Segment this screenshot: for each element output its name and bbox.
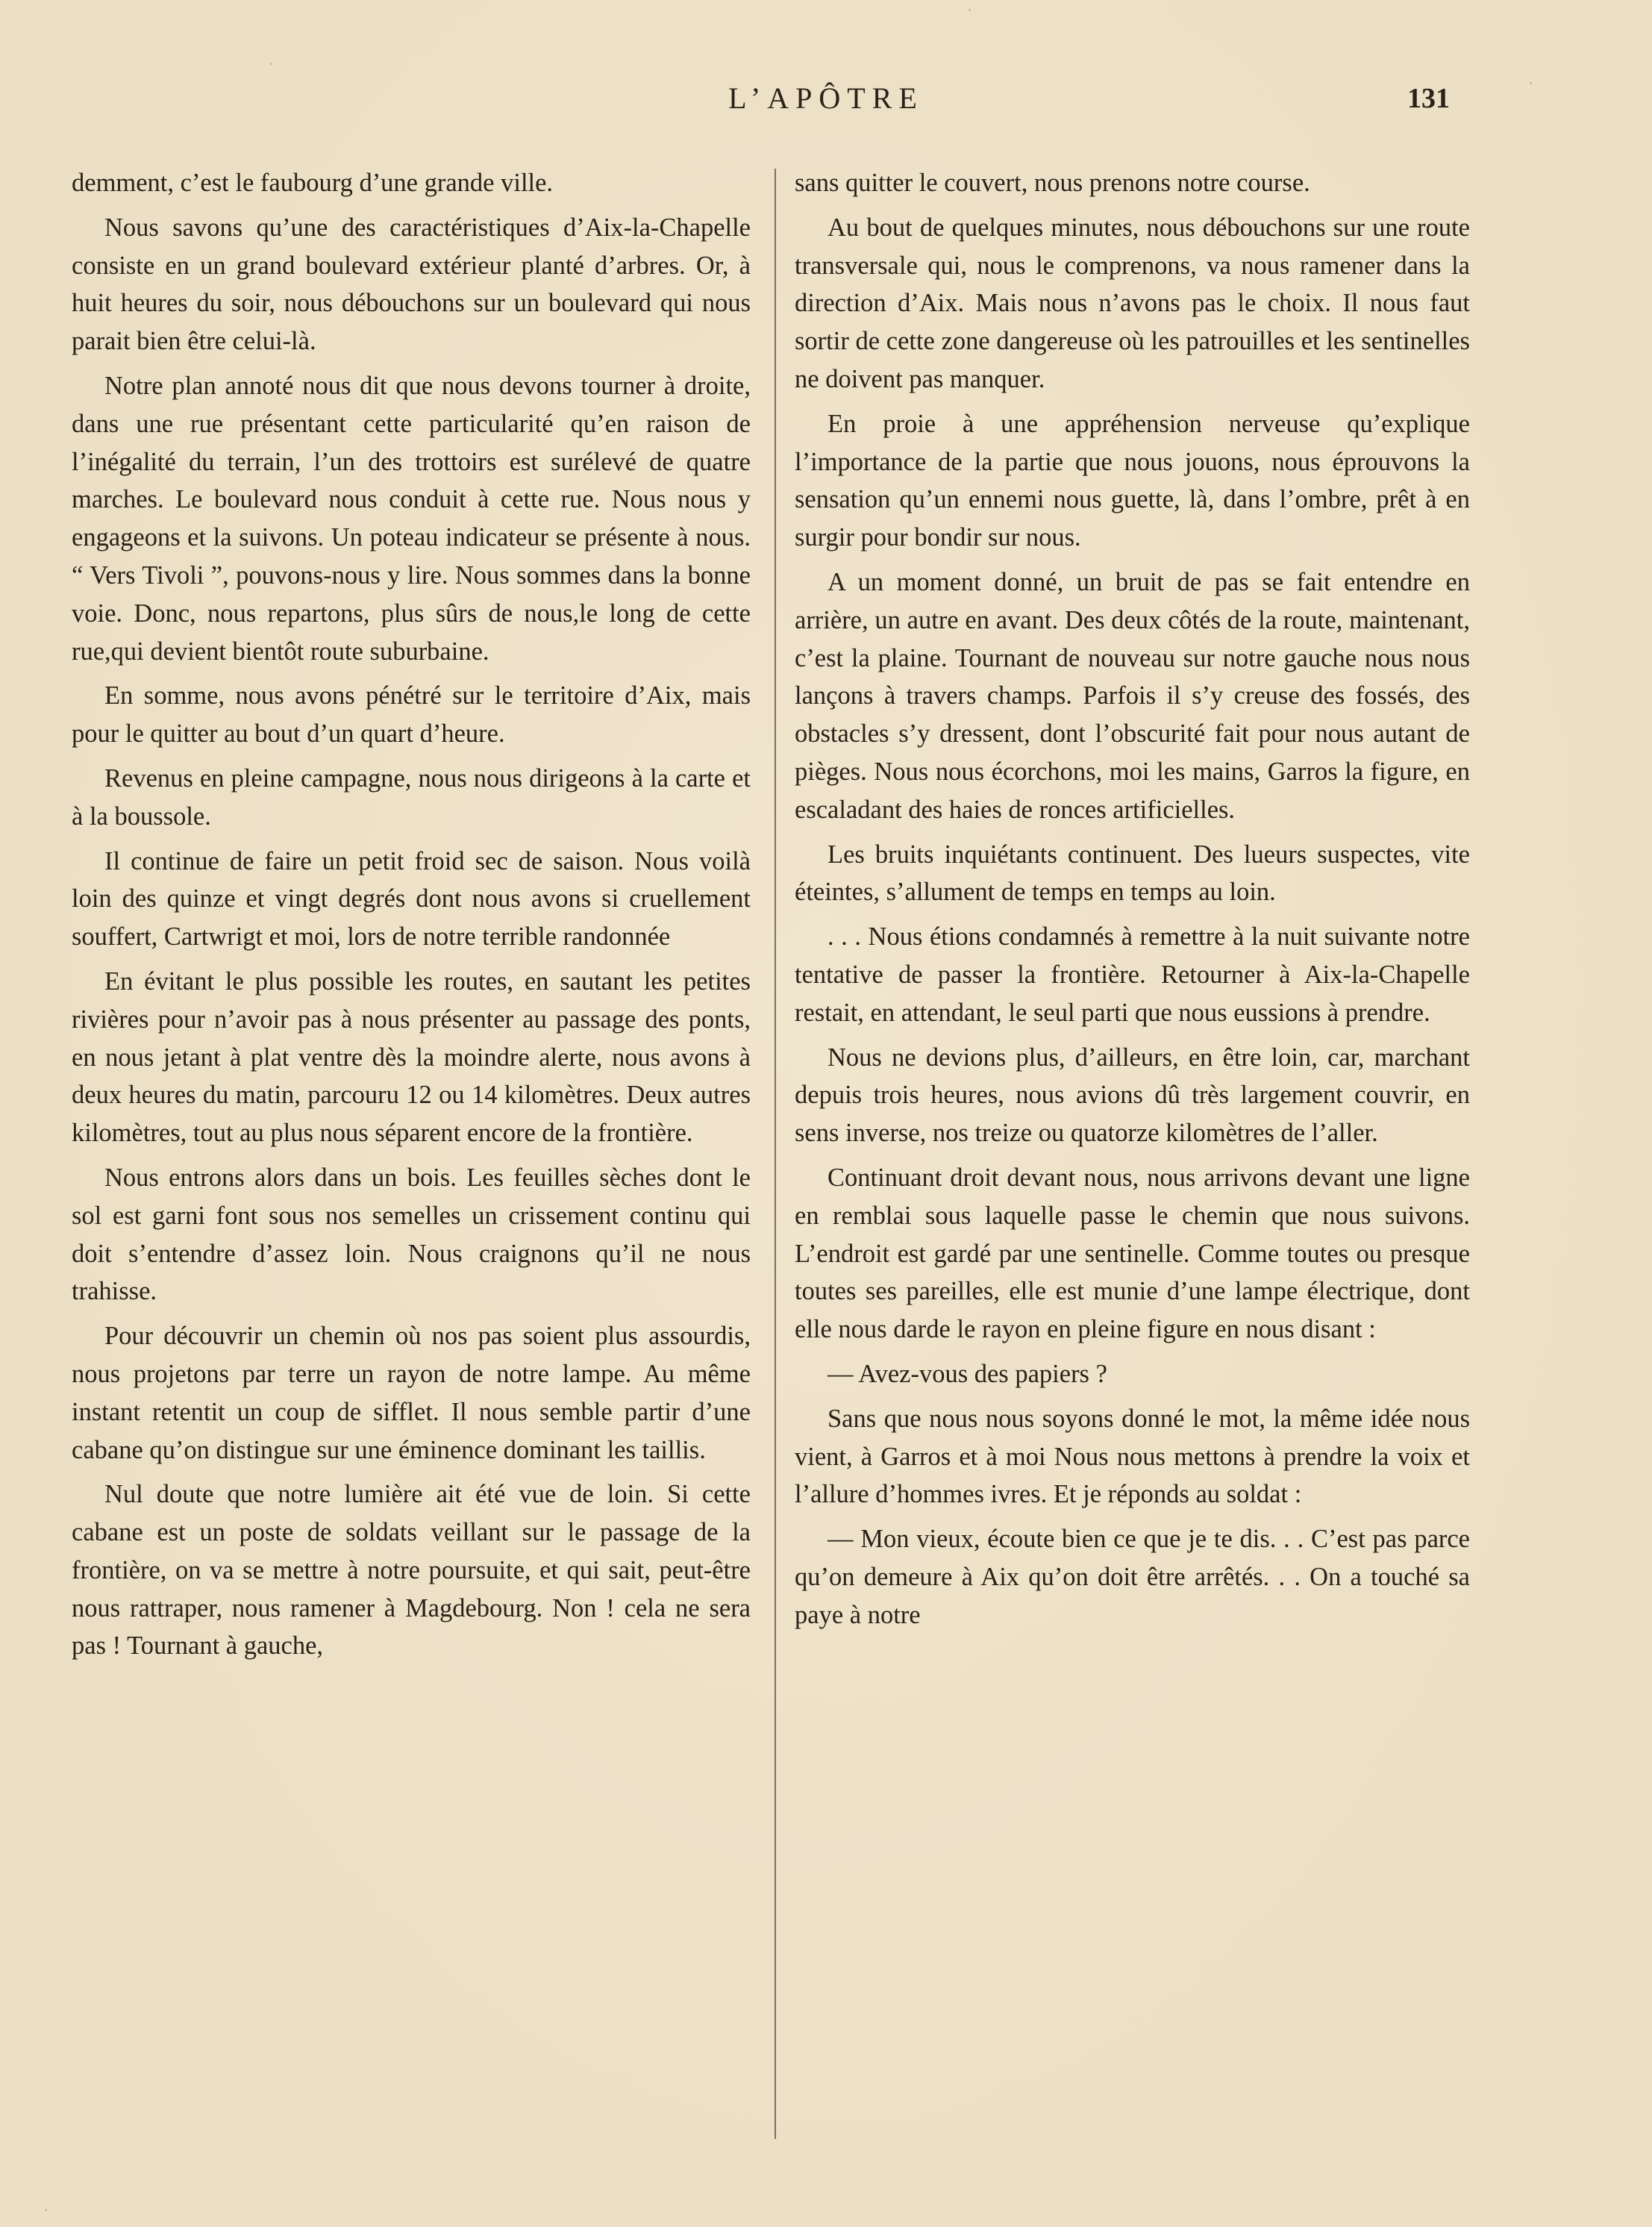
paper-speck (45, 2209, 47, 2211)
paragraph: Au bout de quelques minutes, nous débouchons sur une route transversale qui, nous le comprenons, va nous ramener dans la direction d’Aix. Mais nous n’avons pas le choix. Il nous faut sortir de cette zone dangereuse où les patrouilles et les sentinelles ne doivent pas manquer. (795, 213, 1470, 393)
page-number: 131 (1407, 83, 1450, 114)
paper-speck (969, 9, 971, 11)
paragraph: En proie à une appréhension nerveuse qu’explique l’importance de la partie que nous jouons, nous éprouvons la sensation qu’un ennemi nous guette, là, dans l’ombre, prêt à en surgir pour bondir sur nous. (795, 409, 1470, 552)
paper-speck (270, 63, 272, 65)
running-title: L’APÔTRE (728, 81, 924, 115)
paragraph: . . . Nous étions condamnés à remettre à la nuit suivante notre tentative de passer la frontière. Retourner à Aix-la-Chapelle restait, en attendant, le seul parti que nous eussions à prendre. (795, 922, 1470, 1027)
paragraph: — Mon vieux, écoute bien ce que je te dis. . . C’est pas parce qu’on demeure à Aix qu’on doit être arrêtés. . . On a touché sa paye à notre (795, 1525, 1470, 1629)
left-column (72, 164, 751, 1672)
paragraph: Nous entrons alors dans un bois. Les feuilles sèches dont le sol est garni font sous nos semelles un crissement continu qui doit s’entendre d’assez loin. Nous craignons qu’il ne nous trahisse. (72, 1163, 751, 1306)
paragraph: Continuant droit devant nous, nous arrivons devant une ligne en remblai sous laquelle passe le chemin que nous suivons. L’endroit est gardé par une sentinelle. Comme toutes ou presque toutes ses pareilles, elle est munie d’une lampe électrique, dont elle nous darde le rayon en pleine figure en nous disant : (795, 1163, 1470, 1344)
paragraph: sans quitter le couvert, nous prenons notre course. (795, 169, 1310, 197)
paragraph: Nous savons qu’une des caractéristiques d’Aix-la-Chapelle consiste en un grand boulevard extérieur planté d’arbres. Or, à huit heures du soir, nous débouchons sur un boulevard qui nous parait bien être celui-là. (72, 213, 751, 356)
paragraph: Nous ne devions plus, d’ailleurs, en être loin, car, marchant depuis trois heures, nous avions dû très largement couvrir, en sens inverse, nos treize ou quatorze kilomètres de l’aller. (795, 1043, 1470, 1148)
page-header (0, 81, 1652, 125)
paragraph: Nul doute que notre lumière ait été vue de loin. Si cette cabane est un poste de soldats veillant sur le passage de la frontière, on va se mettre à notre poursuite, et qui sait, peut-être nous rattraper, nous ramener à Magdebourg. Non ! cela ne sera pas ! Tournant à gauche, (72, 1480, 751, 1661)
paragraph: — Avez-vous des papiers ? (827, 1359, 1107, 1388)
column-divider (775, 169, 776, 2139)
paragraph: Les bruits inquiétants continuent. Des lueurs suspectes, vite éteintes, s’allument de temps en temps au loin. (795, 840, 1470, 907)
paper-speck (1530, 82, 1532, 84)
paragraph: Il continue de faire un petit froid sec de saison. Nous voilà loin des quinze et vingt degrés dont nous avons si cruellement souffert, Cartwrigt et moi, lors de notre terrible randonnée (72, 846, 751, 952)
paragraph: A un moment donné, un bruit de pas se fait entendre en arrière, un autre en avant. Des deux côtés de la route, maintenant, c’est la plaine. Tournant de nouveau sur notre gauche nous nous lançons à travers champs. Parfois il s’y creuse des fossés, des obstacles s’y dressent, dont l’obscurité fait pour nous autant de pièges. Nous nous écorchons, moi les mains, Garros la figure, en escaladant des haies de ronces artificielles. (795, 567, 1470, 824)
paragraph: Notre plan annoté nous dit que nous devons tourner à droite, dans une rue présentant cette particularité qu’en raison de l’inégalité du terrain, l’un des trottoirs est surélevé de quatre marches. Le boulevard nous conduit à cette rue. Nous nous y engageons et la suivons. Un poteau indicateur se présente à nous. “ Vers Tivoli ”, pouvons-nous y lire. Nous sommes dans la bonne voie. Donc, nous repartons, plus sûrs de nous,le long de cette rue,qui devient bientôt route suburbaine. (72, 371, 751, 666)
right-column (795, 164, 1470, 1640)
paragraph: En évitant le plus possible les routes, en sautant les petites rivières pour n’avoir pas à nous présenter au passage des ponts, en nous jetant à plat ventre dès la moindre alerte, nous avons à deux heures du matin, parcouru 12 ou 14 kilomètres. Deux autres kilomètres, tout au plus nous séparent encore de la frontière. (72, 966, 751, 1148)
paragraph: demment, c’est le faubourg d’une grande ville. (72, 169, 554, 197)
paragraph: Sans que nous nous soyons donné le mot, la même idée nous vient, à Garros et à moi Nous nous mettons à prendre la voix et l’allure d’hommes ivres. Et je réponds au soldat : (795, 1404, 1470, 1509)
paragraph: En somme, nous avons pénétré sur le territoire d’Aix, mais pour le quitter au bout d’un quart d’heure. (72, 681, 751, 749)
paragraph: Revenus en pleine campagne, nous nous dirigeons à la carte et à la boussole. (72, 763, 751, 831)
paragraph: Pour découvrir un chemin où nos pas soient plus assourdis, nous projetons par terre un rayon de notre lampe. Au même instant retentit un coup de sifflet. Il nous semble partir d’une cabane qu’on distingue sur une éminence dominant les taillis. (72, 1322, 751, 1464)
